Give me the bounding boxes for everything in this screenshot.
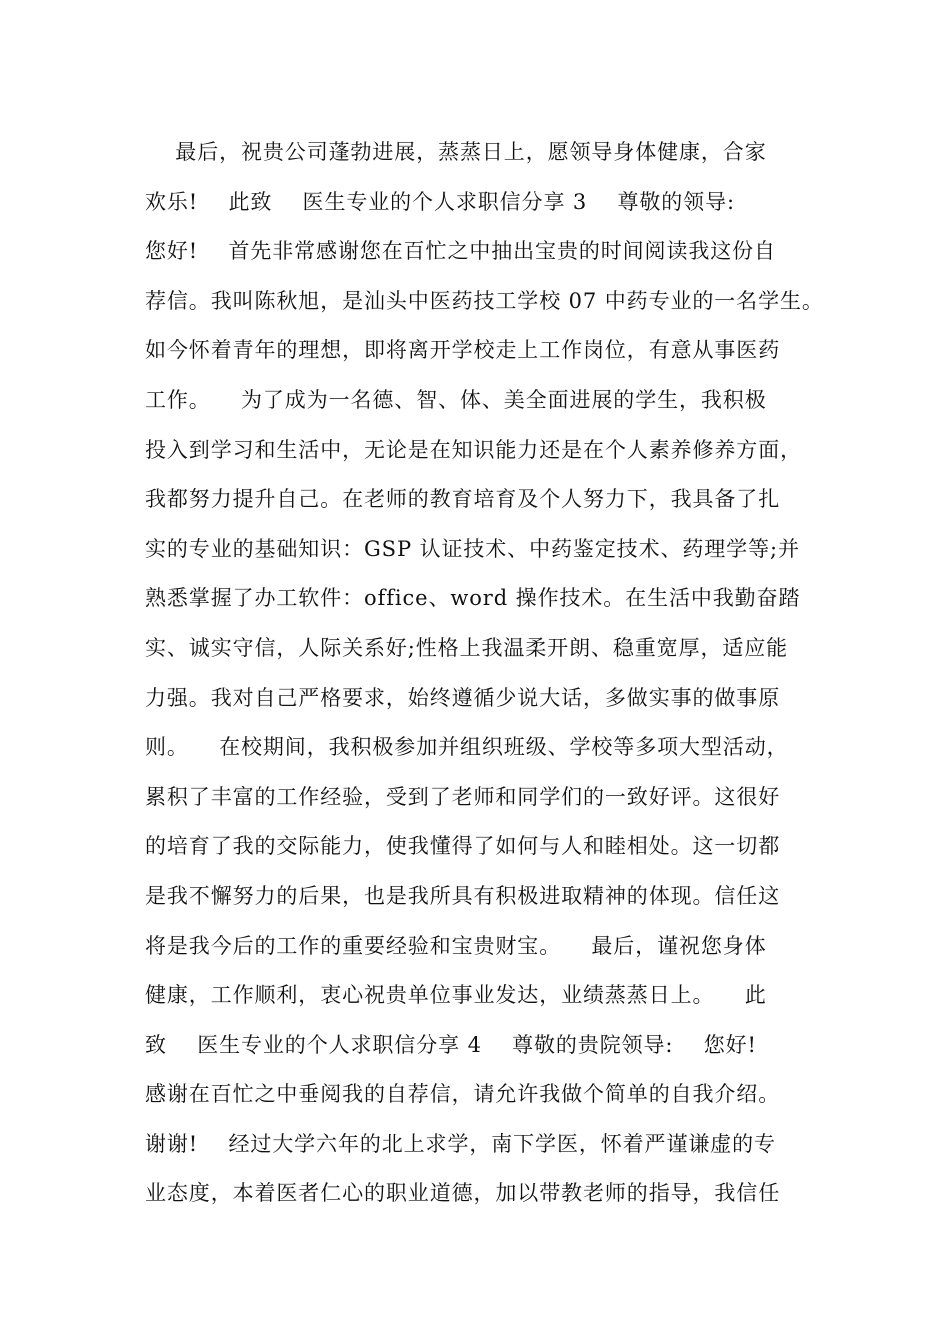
text-line: 实、诚实守信，人际关系好;性格上我温柔开朗、稳重宽厚，适应能 (145, 635, 789, 660)
text-line: 谢谢! 经过大学六年的北上求学，南下学医，怀着严谨谦虚的专 (145, 1131, 776, 1156)
text-line: 实的专业的基础知识：GSP 认证技术、中药鉴定技术、药理学等;并 (145, 536, 800, 561)
text-line: 感谢在百忙之中垂阅我的自荐信，请允许我做个简单的自我介绍。 (145, 1082, 781, 1107)
text-line: 的培育了我的交际能力，使我懂得了如何与人和睦相处。这一切都 (145, 834, 781, 859)
text-line: 如今怀着青年的理想，即将离开学校走上工作岗位，有意从事医药 (145, 338, 781, 363)
text-line: 欢乐! 此致 医生专业的个人求职信分享 3 尊敬的领导: (145, 189, 735, 214)
text-line: 是我不懈努力的后果，也是我所具有积极进取精神的体现。信任这 (145, 883, 781, 908)
text-line: 荐信。我叫陈秋旭，是汕头中医药技工学校 07 中药专业的一名学生。 (145, 288, 824, 313)
text-line: 最后，祝贵公司蓬勃进展，蒸蒸日上，愿领导身体健康，合家 (145, 140, 767, 164)
text-line: 工作。 为了成为一名德、智、体、美全面进展的学生，我积极 (145, 387, 767, 412)
text-line: 健康，工作顺利，衷心祝贵单位事业发达，业绩蒸蒸日上。 此 (145, 983, 767, 1008)
text-line: 致 医生专业的个人求职信分享 4 尊敬的贵院领导: 您好! (145, 1032, 757, 1057)
text-line: 投入到学习和生活中，无论是在知识能力还是在个人素养修养方面， (145, 437, 802, 462)
text-line: 则。 在校期间，我积极参加并组织班级、学校等多项大型活动， (145, 735, 789, 760)
body-text (145, 128, 825, 1219)
text-line: 熟悉掌握了办工软件：office、word 操作技术。在生活中我勤奋踏 (145, 586, 801, 611)
text-line: 我都努力提升自己。在老师的教育培育及个人努力下，我具备了扎 (145, 487, 781, 512)
text-line: 业态度，本着医者仁心的职业道德，加以带教老师的指导，我信任 (145, 1181, 781, 1206)
text-line: 力强。我对自己严格要求，始终遵循少说大话，多做实事的做事原 (145, 685, 781, 710)
text-line: 您好! 首先非常感谢您在百忙之中抽出宝贵的时间阅读我这份自 (145, 239, 776, 264)
text-line: 累积了丰富的工作经验，受到了老师和同学们的一致好评。这很好 (145, 784, 781, 809)
text-line: 将是我今后的工作的重要经验和宝贵财宝。 最后，谨祝您身体 (145, 933, 767, 958)
